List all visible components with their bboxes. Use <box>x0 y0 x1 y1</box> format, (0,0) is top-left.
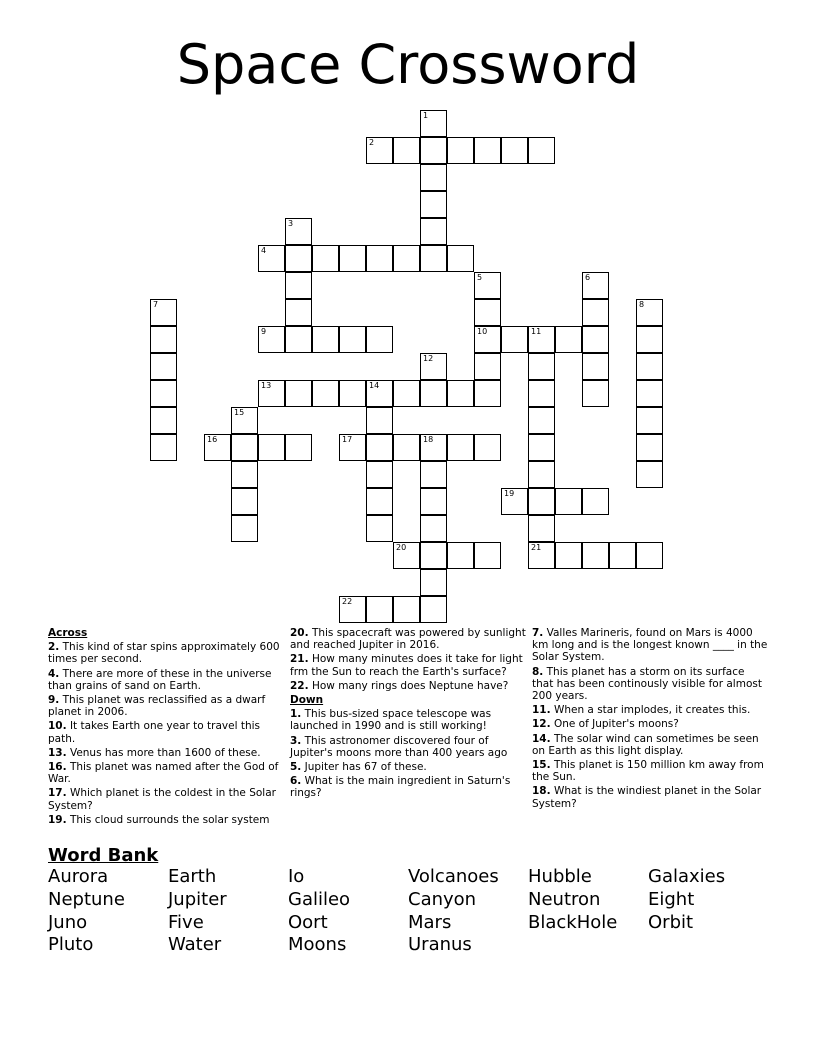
crossword-cell[interactable] <box>528 353 555 380</box>
clue <box>532 666 768 703</box>
crossword-cell[interactable] <box>582 488 609 515</box>
crossword-cell[interactable] <box>420 164 447 191</box>
clue-text: This spacecraft was powered by sunlight and reached Jupiter in 2016. <box>290 627 526 652</box>
crossword-cell[interactable] <box>474 542 501 569</box>
crossword-cell[interactable] <box>528 326 555 353</box>
clue-number: 5 <box>477 273 483 282</box>
clue <box>532 627 768 664</box>
word-bank-word: Pluto <box>48 934 94 956</box>
word-bank-word: Eight <box>648 888 695 910</box>
clue-text: The solar wind can sometimes be seen on Earth as this light display. <box>532 732 759 757</box>
crossword-cell[interactable] <box>555 326 582 353</box>
crossword-cell[interactable] <box>420 191 447 218</box>
word-bank-word: Volcanoes <box>408 866 499 887</box>
crossword-cell[interactable] <box>420 569 447 596</box>
clue-number: 15 <box>234 408 245 417</box>
clue <box>532 733 768 757</box>
crossword-cell[interactable] <box>258 380 285 407</box>
clue <box>290 761 526 773</box>
clue-text: This planet is 150 million km away from the Sun. <box>532 759 764 784</box>
crossword-cell[interactable] <box>474 353 501 380</box>
clue-number: 13 <box>261 381 272 390</box>
word-bank-word: Five <box>168 911 204 933</box>
clue <box>290 735 526 759</box>
crossword-cell[interactable] <box>447 434 474 461</box>
clue-number-label: 14. <box>532 732 551 745</box>
crossword-cell[interactable] <box>285 245 312 272</box>
clue-number: 8 <box>639 300 645 309</box>
crossword-cell[interactable] <box>150 353 177 380</box>
crossword-cell[interactable] <box>474 434 501 461</box>
clue-number: 19 <box>504 489 515 498</box>
crossword-cell[interactable] <box>393 434 420 461</box>
crossword-cell[interactable] <box>366 488 393 515</box>
clue-text: This kind of star spins approximately 600 times per second. <box>48 641 280 666</box>
clues-column-3 <box>532 627 768 812</box>
clue <box>48 641 284 665</box>
clue-number: 14 <box>369 381 380 390</box>
clue-number-label: 13. <box>48 746 67 759</box>
clue <box>48 668 284 692</box>
clue-number: 16 <box>207 435 218 444</box>
word-bank-word: Io <box>288 866 305 887</box>
clue <box>48 694 284 718</box>
clue-number: 9 <box>261 327 267 336</box>
crossword-cell[interactable] <box>285 299 312 326</box>
crossword-cell[interactable] <box>312 380 339 407</box>
crossword-cell[interactable] <box>366 596 393 623</box>
clue-text: This bus-sized space telescope was launched in 1990 and is still working! <box>290 708 492 733</box>
crossword-cell[interactable] <box>285 272 312 299</box>
clue-text: This planet was reclassified as a dwarf planet in 2006. <box>48 694 266 719</box>
page-title: Space Crossword <box>176 33 640 96</box>
clue <box>48 761 284 785</box>
clue-number-label: 16. <box>48 761 67 774</box>
clue <box>48 814 284 826</box>
word-bank-word: Mars <box>408 911 452 933</box>
clue-text: What is the windiest planet in the Solar System? <box>532 785 762 810</box>
clue-text: How many minutes does it take for light frm the Sun to reach the Earth's surface? <box>290 653 523 678</box>
crossword-cell[interactable] <box>528 137 555 164</box>
clue-number: 12 <box>423 354 434 363</box>
crossword-cell[interactable] <box>636 380 663 407</box>
clue-number: 10 <box>477 327 488 336</box>
crossword-cell[interactable] <box>555 542 582 569</box>
clue-number: 20 <box>396 543 407 552</box>
clue-text: This astronomer discovered four of Jupiter's moons more than 400 years ago <box>290 734 508 759</box>
clue-number-label: 11. <box>532 704 551 717</box>
crossword-cell[interactable] <box>285 218 312 245</box>
word-bank-word: Orbit <box>648 911 694 933</box>
crossword-cell[interactable] <box>420 353 447 380</box>
crossword-cell[interactable] <box>636 326 663 353</box>
crossword-cell[interactable] <box>420 461 447 488</box>
clue-number-label: 3. <box>290 734 302 747</box>
word-bank <box>48 866 778 957</box>
crossword-cell[interactable] <box>285 380 312 407</box>
clue-number-label: 17. <box>48 787 67 800</box>
crossword-cell[interactable] <box>528 434 555 461</box>
clue-text: There are more of these in the universe than grains of sand on Earth. <box>48 667 272 692</box>
crossword-cell[interactable] <box>447 245 474 272</box>
crossword-cell[interactable] <box>366 380 393 407</box>
crossword-cell[interactable] <box>528 542 555 569</box>
clue-text: Which planet is the coldest in the Solar System? <box>48 787 276 812</box>
crossword-cell[interactable] <box>555 488 582 515</box>
crossword-cell[interactable] <box>420 596 447 623</box>
crossword-cell[interactable] <box>474 380 501 407</box>
clue <box>290 775 526 799</box>
crossword-cell[interactable] <box>150 434 177 461</box>
clues-column-1 <box>48 627 284 828</box>
crossword-cell[interactable] <box>636 434 663 461</box>
word-bank-title: Word Bank <box>48 845 159 866</box>
crossword-cell[interactable] <box>285 434 312 461</box>
crossword-cell[interactable] <box>285 326 312 353</box>
crossword-cell[interactable] <box>501 326 528 353</box>
crossword-cell[interactable] <box>150 326 177 353</box>
clue-number: 4 <box>261 246 267 255</box>
clue <box>290 653 526 677</box>
clue-text: When a star implodes, it creates this. <box>550 704 751 717</box>
word-bank-word: Earth <box>168 866 217 887</box>
clue <box>48 787 284 811</box>
clue-number-label: 1. <box>290 708 302 721</box>
clue-number: 11 <box>531 327 542 336</box>
crossword-cell[interactable] <box>366 434 393 461</box>
crossword-cell[interactable] <box>636 299 663 326</box>
clue <box>532 759 768 783</box>
clue-number-label: 20. <box>290 627 309 639</box>
clue-number: 21 <box>531 543 542 552</box>
clue-number: 1 <box>423 111 429 120</box>
crossword-cell[interactable] <box>339 596 366 623</box>
clue <box>48 747 284 759</box>
word-bank-word: Oort <box>288 911 328 933</box>
crossword-cell[interactable] <box>366 515 393 542</box>
crossword-cell[interactable] <box>501 488 528 515</box>
clue <box>532 718 768 730</box>
crossword-cell[interactable] <box>258 245 285 272</box>
clue <box>532 704 768 716</box>
clue <box>532 785 768 809</box>
crossword-cell[interactable] <box>582 326 609 353</box>
clue-text: It takes Earth one year to travel this path. <box>48 720 260 745</box>
clue-number-label: 22. <box>290 679 309 692</box>
crossword-cell[interactable] <box>366 407 393 434</box>
crossword-cell[interactable] <box>393 137 420 164</box>
crossword-cell[interactable] <box>393 380 420 407</box>
crossword-cell[interactable] <box>447 137 474 164</box>
crossword-cell[interactable] <box>420 110 447 137</box>
crossword-cell[interactable] <box>474 272 501 299</box>
crossword-cell[interactable] <box>420 245 447 272</box>
clue-number-label: 7. <box>532 627 544 639</box>
clue-number-label: 8. <box>532 665 544 678</box>
crossword-cell[interactable] <box>582 542 609 569</box>
crossword-cell[interactable] <box>231 407 258 434</box>
crossword-cell[interactable] <box>420 542 447 569</box>
crossword-cell[interactable] <box>420 137 447 164</box>
crossword-cell[interactable] <box>447 542 474 569</box>
clue-number-label: 5. <box>290 761 302 774</box>
word-bank-word: Jupiter <box>168 888 227 910</box>
crossword-cell[interactable] <box>339 326 366 353</box>
word-bank-word: Galileo <box>288 888 351 910</box>
crossword-cell[interactable] <box>636 461 663 488</box>
clue-text: Jupiter has 67 of these. <box>301 761 427 774</box>
crossword-cell[interactable] <box>528 488 555 515</box>
clue-text: This cloud surrounds the solar system <box>66 813 270 826</box>
clue-text: This planet was named after the God of War. <box>48 761 279 786</box>
clue-number: 2 <box>369 138 375 147</box>
word-bank-word: Juno <box>48 911 88 933</box>
crossword-cell[interactable] <box>474 299 501 326</box>
crossword-cell[interactable] <box>312 245 339 272</box>
crossword-cell[interactable] <box>366 245 393 272</box>
crossword-cell[interactable] <box>339 380 366 407</box>
crossword-cell[interactable] <box>582 353 609 380</box>
crossword-cell[interactable] <box>150 299 177 326</box>
clue <box>48 720 284 744</box>
crossword-cell[interactable] <box>312 326 339 353</box>
crossword-cell[interactable] <box>609 542 636 569</box>
word-bank-word: Water <box>168 934 222 956</box>
crossword-cell[interactable] <box>366 326 393 353</box>
clue-number-label: 6. <box>290 775 302 788</box>
word-bank-word: Uranus <box>408 934 472 956</box>
crossword-cell[interactable] <box>393 542 420 569</box>
clue-number-label: 21. <box>290 653 309 666</box>
crossword-cell[interactable] <box>366 461 393 488</box>
clue-number: 22 <box>342 597 353 606</box>
clue <box>290 627 526 651</box>
crossword-cell[interactable] <box>582 380 609 407</box>
crossword-cell[interactable] <box>420 218 447 245</box>
crossword-cell[interactable] <box>528 380 555 407</box>
crossword-cell[interactable] <box>366 137 393 164</box>
crossword-cell[interactable] <box>582 272 609 299</box>
clue <box>290 708 526 732</box>
crossword-cell[interactable] <box>150 407 177 434</box>
clue-text: One of Jupiter's moons? <box>550 718 679 731</box>
clue-number-label: 15. <box>532 759 551 772</box>
word-bank-word: Canyon <box>408 888 477 910</box>
word-bank-word: BlackHole <box>528 911 618 933</box>
clue-number: 18 <box>423 435 434 444</box>
crossword-cell[interactable] <box>582 299 609 326</box>
clue-text: Venus has more than 1600 of these. <box>66 746 261 759</box>
crossword-cell[interactable] <box>420 434 447 461</box>
crossword-cell[interactable] <box>528 461 555 488</box>
crossword-cell[interactable] <box>393 596 420 623</box>
clue-text: This planet has a storm on its surface that has been continously visible for almost 200 years. <box>532 665 762 703</box>
clue-number-label: 2. <box>48 641 60 654</box>
across-header: Across <box>48 627 88 639</box>
clue-number-label: 4. <box>48 667 60 680</box>
crossword-cell[interactable] <box>258 434 285 461</box>
clue-text: Valles Marineris, found on Mars is 4000 km long and is the longest known ____ in the Solar System. <box>532 627 768 664</box>
crossword-cell[interactable] <box>258 326 285 353</box>
word-bank-word: Neptune <box>48 888 125 910</box>
crossword-cell[interactable] <box>339 434 366 461</box>
crossword-cell[interactable] <box>420 380 447 407</box>
word-bank-word: Moons <box>288 934 347 956</box>
clue-number-label: 9. <box>48 694 60 707</box>
down-header: Down <box>290 694 324 707</box>
word-bank-word: Hubble <box>528 866 592 887</box>
crossword-cell[interactable] <box>447 380 474 407</box>
clue-number: 6 <box>585 273 591 282</box>
crossword-cell[interactable] <box>231 434 258 461</box>
crossword-cell[interactable] <box>393 245 420 272</box>
crossword-cell[interactable] <box>636 353 663 380</box>
crossword-cell[interactable] <box>474 137 501 164</box>
word-bank-word: Galaxies <box>648 866 726 887</box>
clue <box>290 680 526 692</box>
crossword-cell[interactable] <box>528 407 555 434</box>
clue-text: What is the main ingredient in Saturn's rings? <box>290 775 511 800</box>
crossword-cell[interactable] <box>231 515 258 542</box>
word-bank-word: Aurora <box>48 866 109 887</box>
clue-number-label: 10. <box>48 720 67 733</box>
clue-text: How many rings does Neptune have? <box>308 679 509 692</box>
word-bank-word: Neutron <box>528 888 601 910</box>
clue-number-label: 19. <box>48 813 67 826</box>
clue-number-label: 18. <box>532 785 551 798</box>
crossword-cell[interactable] <box>636 542 663 569</box>
clues-column-2 <box>290 627 526 802</box>
crossword-cell[interactable] <box>420 488 447 515</box>
crossword-cell[interactable] <box>528 515 555 542</box>
crossword-cell[interactable] <box>231 488 258 515</box>
crossword-cell[interactable] <box>636 407 663 434</box>
crossword-cell[interactable] <box>339 245 366 272</box>
clue-number: 7 <box>153 300 159 309</box>
clue-number: 3 <box>288 219 294 228</box>
crossword-cell[interactable] <box>204 434 231 461</box>
crossword-cell[interactable] <box>420 515 447 542</box>
crossword-cell[interactable] <box>150 380 177 407</box>
crossword-cell[interactable] <box>501 137 528 164</box>
crossword-cell[interactable] <box>474 326 501 353</box>
clue-number: 17 <box>342 435 353 444</box>
clue-number-label: 12. <box>532 718 551 731</box>
crossword-cell[interactable] <box>231 461 258 488</box>
